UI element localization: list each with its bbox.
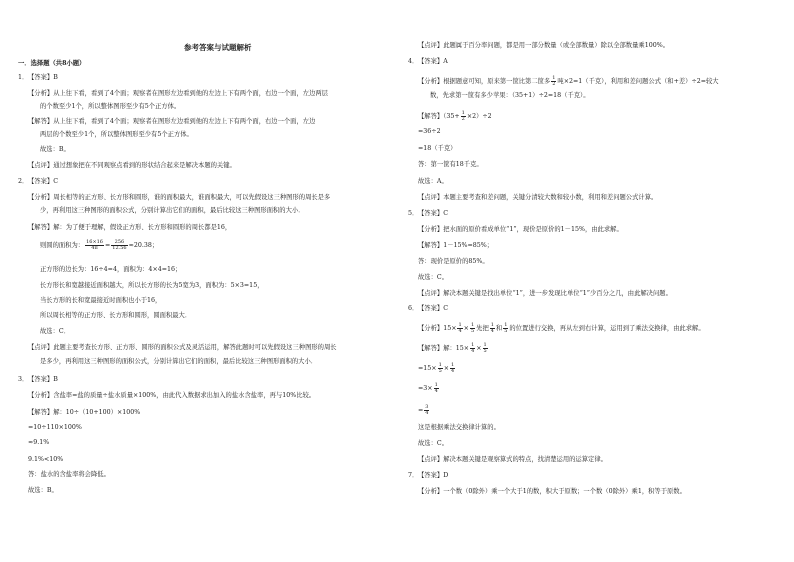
q5-comment: 【点评】解决本题关键是找出单位“1”，进一步发现比单位“1”少百分之几，由此解决问题。 xyxy=(418,290,672,297)
q3-solution-line3: ≈9.1% xyxy=(28,439,50,446)
q1-solution-line2: 两层的个数至少1个，所以整体图形至少有5个正方体。 xyxy=(40,131,193,138)
q6-solution-line3: =3× $\frac{1}{4}$ xyxy=(418,382,438,394)
q1-number: 1． xyxy=(18,74,29,81)
q4-analysis-line2: 数，先求第一筐有多少苹果：（35+1）÷2=18（千克）。 xyxy=(430,92,590,99)
q2-choose: 故选：C． xyxy=(40,328,71,335)
q3-answer: 【答案】B xyxy=(28,376,58,383)
q2-conclusion: 所以周长相等的正方形、长方形和圆形，圆面积最大． xyxy=(40,312,192,319)
q4-number: 4． xyxy=(408,58,419,65)
q6-choose: 故选：C。 xyxy=(418,440,449,447)
q3-solution-line4: 9.1%<10% xyxy=(28,456,64,463)
q3-comment: 【点评】此题属于百分率问题，都是用一部分数量（或全部数量）除以全部数量乘100%。 xyxy=(418,42,669,49)
q5-analysis: 【分析】把水面的原价看成单位“1”，现价是原价的1－15%，由此求解。 xyxy=(418,226,623,233)
q3-number: 3． xyxy=(18,376,29,383)
q3-choose: 故选：B。 xyxy=(28,487,58,494)
q6-comment: 【点评】解决本题关键是观察算式的特点，找清楚运用的运算定律。 xyxy=(418,456,607,463)
q7-analysis: 【分析】一个数（0除外）乘一个大于1的数，积大于原数；一个数（0除外）乘1，积等于原数。 xyxy=(418,488,686,495)
q4-comment: 【点评】本题主要考查和差问题，关键分清较大数和较小数，利用和差问题公式计算。 xyxy=(418,194,658,201)
q6-solution-line4: = $\frac{3}{4}$ xyxy=(418,404,429,416)
q2-solution-line1: 【解答】解：为了便于理解，假设正方形、长方形和圆形的周长都是16， xyxy=(28,224,232,231)
q4-solution-line3: =18（千克） xyxy=(418,145,457,152)
q6-answer: 【答案】C xyxy=(418,305,449,312)
q6-analysis: 【分析】15× $\frac{1}{4}$ × $\frac{1}{5}$ 先把 $\frac{1}{4}$ 和 $\frac{1}{5}$ 的位置进行交换，再从左到右计算，运用到了乘法交换律，由此求解。 xyxy=(418,322,705,334)
q1-answer: 【答案】B xyxy=(28,74,58,81)
q4-answer-text: 答：第一筐有18千克。 xyxy=(418,161,483,168)
q1-analysis-line2: 的个数至少1个，所以整体图形至少有5个正方体。 xyxy=(40,103,181,110)
q2-analysis-line2: 少，再利用这三种图形的面积公式，分别计算出它们的面积，最后比较这三种图形面积的大小． xyxy=(40,207,305,214)
q5-answer-text: 答：现价是原价的85%。 xyxy=(418,258,489,265)
q7-number: 7． xyxy=(408,472,419,479)
q1-comment: 【点评】通过想象把在不同观察点看到的形状结合起来是解决本题的关键。 xyxy=(28,162,236,169)
q5-solution: 【解答】1－15%=85%； xyxy=(418,242,494,249)
q5-number: 5． xyxy=(408,210,419,217)
section-heading: 一．选择题（共8小题） xyxy=(18,60,86,67)
q3-solution-line1: 【解答】解：10÷（10+100）×100% xyxy=(28,409,141,416)
q4-analysis-line1: 【分析】根据题意可知，原来第一筐比第二筐多 $\frac{1}{2}$ 吨×2=1（千克），利用和差问题公式（和+差）÷2=较大 xyxy=(418,75,719,87)
q4-answer: 【答案】A xyxy=(418,58,448,65)
q4-solution-line1: 【解答】（35+ $\frac{1}{2}$ ×2）÷2 xyxy=(418,110,492,122)
q4-solution-line2: =36÷2 xyxy=(418,128,441,135)
q1-choose: 故选：B。 xyxy=(40,146,70,153)
q2-analysis-line1: 【分析】周长相等的正方形、长方形和圆形，谁的面积最大，谁面积最大，可以先假设这三种图形的周长是多 xyxy=(28,194,331,201)
q2-square: 正方形的边长为：16÷4=4，面积为：4×4=16； xyxy=(40,266,182,273)
q3-solution-line2: =10÷110×100% xyxy=(28,424,82,431)
q2-number: 2． xyxy=(18,178,29,185)
q6-solution-line2: =15× $\frac{1}{5}$ × $\frac{1}{4}$ xyxy=(418,362,455,374)
q5-choose: 故选：C。 xyxy=(418,274,449,281)
q2-circle-area: 则圆的面积为： $\frac{16\times 16}{4\pi}$ = $\frac{256}{12.56}$ ≈20.38； xyxy=(40,239,159,251)
q2-comment-line2: 是多少，再利用这三种图形的面积公式，分别计算出它们的面积，最后比较这三种图形面积的大小． xyxy=(40,358,318,365)
q6-solution-line1: 【解答】解：15× $\frac{1}{4}$ × $\frac{1}{5}$ xyxy=(418,342,487,354)
q3-analysis: 【分析】含盐率=盐的质量÷盐水质量×100%，由此代入数据求出加入的盐水含盐率，再与10%比较。 xyxy=(28,392,316,399)
q2-rect-line1: 长方形长和宽越接近面积越大，所以长方形的长为5宽为3，面积为：5×3=15， xyxy=(40,282,264,289)
q5-answer: 【答案】C xyxy=(418,210,449,217)
q6-number: 6． xyxy=(408,305,419,312)
q6-note: 这是根据乘法交换律计算的。 xyxy=(418,424,500,431)
q1-solution-line1: 【解答】从上往下看，看到了4个面；观察者在图形左边看到他的左边上下有两个面，右边一个面，左边 xyxy=(28,118,316,125)
q2-comment-line1: 【点评】此题主要考查长方形、正方形、圆形的面积公式及灵活运用，解答此题时可以先假设这三种图形的周长 xyxy=(28,344,337,351)
document-title: 参考答案与试题解析 xyxy=(184,43,252,52)
q3-answer-text: 答：盐水的含盐率将会降低。 xyxy=(28,471,110,478)
q7-answer: 【答案】D xyxy=(418,472,449,479)
q2-rect-line2: 当长方形的长和宽最接近时面积也小于16， xyxy=(40,297,162,304)
q4-choose: 故选：A。 xyxy=(418,178,448,185)
q2-answer: 【答案】C xyxy=(28,178,59,185)
q1-analysis-line1: 【分析】从上往下看，看到了4个面；观察者在图形左边看到他的左边上下有两个面，右边一个面，左边两层 xyxy=(28,90,328,97)
